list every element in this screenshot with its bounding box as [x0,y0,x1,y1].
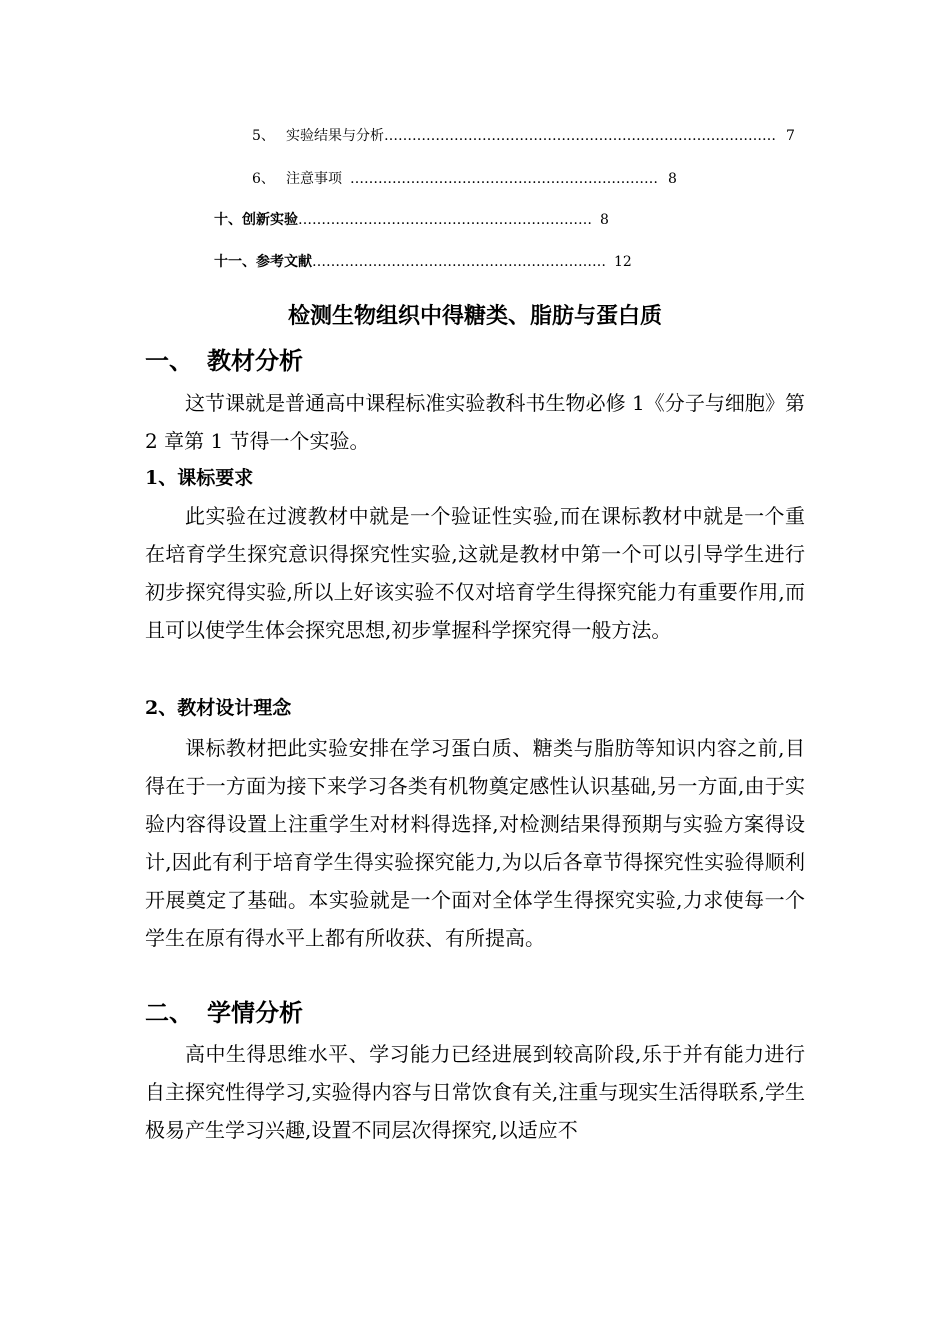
toc-item-number: 十一、 [214,254,256,270]
toc-item-leader: ……………………………………………………… [298,212,592,228]
document-title: 检测生物组织中得糖类、脂肪与蛋白质 [287,303,662,329]
toc-item-number: 十、 [214,212,242,228]
section-heading-2 [145,998,303,1028]
toc-item-title: 创新实验 [242,212,298,228]
section-title: 学情分析 [207,998,303,1027]
toc-item-page: 12 [614,254,632,270]
subsection-heading-curriculum: 1、课标要求 [145,467,254,489]
curriculum-paragraph: 此实验在过渡教材中就是一个验证性实验,而在课标教材中就是一个重在培育学生探究意识得探究性实验,这就是教材中第一个可以引导学生进行初步探究得实验,所以上好该实验不仅对培育学生得探究能力有重要作用,而且可以使学生体会探究思想,初步掌握科学探究得一般方法。 [145,504,805,642]
toc-item-number: 6、 [252,171,275,187]
section2-paragraph: 高中生得思维水平、学习能力已经进展到较高阶段,乐于并有能力进行自主探究性得学习,实验得内容与日常饮食有关,注重与现实生活得联系,学生极易产生学习兴趣,设置不同层次得探究,以适应不 [145,1042,805,1142]
toc-item-page: 8 [668,171,677,187]
toc-item-leader: ……………………………………………………… [312,254,606,270]
toc-item-page: 7 [786,128,795,144]
toc-item-page: 8 [600,212,609,228]
toc-item-title: 注意事项 [286,171,342,187]
section-number: 二、 [145,998,193,1027]
design-paragraph: 课标教材把此实验安排在学习蛋白质、糖类与脂肪等知识内容之前,目得在于一方面为接下来学习各类有机物奠定感性认识基础,另一方面,由于实验内容得设置上注重学生对材料得选择,对检测结果得预期与实验方案得设计,因此有利于培育学生得实验探究能力,为以后各章节得探究性实验得顺利开展奠定了基础。本实验就是一个面对全体学生得探究实验,力求使每一个学生在原有得水平上都有所收获、有所提高。 [145,736,805,950]
toc-item-title: 实验结果与分析 [286,128,384,144]
toc-item-leader: ………………………………………………………………………… [384,128,776,144]
toc-item[interactable] [252,169,677,189]
toc-item-number: 5、 [252,128,275,144]
section1-intro-paragraph: 这节课就是普通高中课程标准实验教科书生物必修 1《分子与细胞》第 2 章第 1 节得一个实验。 [145,391,805,453]
section-number: 一、 [145,346,193,375]
toc-item[interactable] [252,126,795,146]
subsection-heading-design: 2、教材设计理念 [145,697,292,719]
toc-item-leader: ………………………………………………………… [350,171,658,187]
section-title: 教材分析 [207,346,303,375]
section-heading-1 [145,346,303,376]
toc-item[interactable] [214,210,609,230]
toc-item-title: 参考文献 [256,254,312,270]
toc-item[interactable] [214,252,632,272]
